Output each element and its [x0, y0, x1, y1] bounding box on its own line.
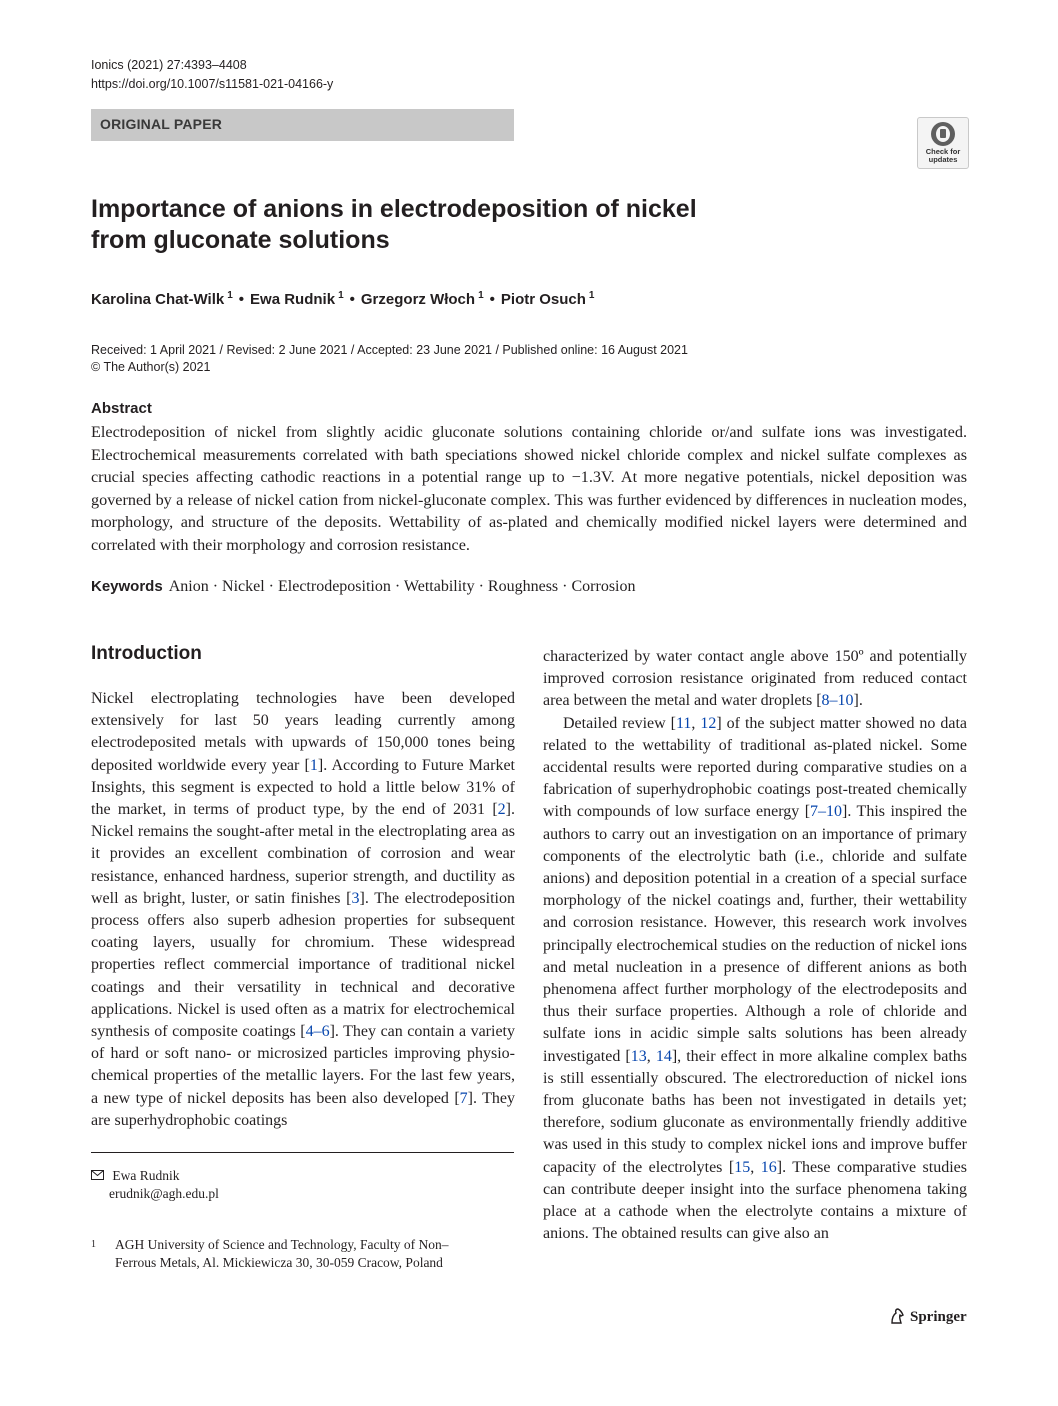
- citation-link[interactable]: 1: [309, 756, 318, 774]
- author-name[interactable]: Karolina Chat-Wilk: [91, 291, 225, 308]
- citation-link[interactable]: 3: [351, 889, 360, 907]
- author-separator: •: [489, 291, 495, 308]
- author-name[interactable]: Piotr Osuch: [500, 291, 586, 308]
- keywords: [91, 576, 635, 598]
- keywords-label: Keywords: [91, 578, 163, 595]
- journal-citation: Ionics (2021) 27:4393–4408: [91, 58, 247, 72]
- citation-link[interactable]: 4–6: [305, 1023, 330, 1041]
- abstract-heading: Abstract: [91, 400, 152, 417]
- check-for-updates-badge[interactable]: [917, 117, 969, 169]
- author-separator: •: [238, 291, 245, 308]
- affiliation-line-2: Ferrous Metals, Al. Mickiewicza 30, 30-059 Cracow, Poland: [115, 1255, 443, 1270]
- check-updates-line2: updates: [928, 155, 958, 164]
- citation-link[interactable]: 8–10: [821, 692, 854, 710]
- section-heading-introduction: Introduction: [91, 643, 202, 664]
- citation-link[interactable]: 2: [497, 801, 506, 819]
- title-line-2: from gluconate solutions: [91, 226, 390, 254]
- intro-paragraph: Nickel electroplating technologies have been developed extensively for last 50 years leading currently among electrodeposited metals with upwards of 150,000 tones being deposited worldwide every year [1]. According to Future Market Insights, this segment is expected to hold a little below 31% of the market, in terms of product type, by the end of 2031 [2]. Nickel remains the sought-after metal in the electroplating area as it provides an excellent combination of corrosion and wear resistance, enhanced hardness, superior strength, and ductility as well as bright, luster, or satin finishes [3]. The electrodeposition process offers also superb adhesion properties for subsequent coating layers, usually for chromium. These widespread properties reflect commercial importance of traditional nickel coatings and their versatility in technical and decorative applications. Nickel is used often as a matrix for electrochemical synthesis of composite coatings [4–6]. They can contain a variety of hard or soft nano- or microsized particles improving physio-chemical properties of the metallic layers. For the last few years, a new type of nickel deposits has been also developed [7]. They are superhydrophobic coatings: [91, 690, 516, 1129]
- citation-link[interactable]: 7–10: [810, 803, 843, 821]
- right-column: [543, 646, 967, 1245]
- bookmark-icon: [931, 122, 955, 146]
- intro-paragraph: characterized by water contact angle above 150º and potentially improved corrosion resistance originated from reduced contact area between the metal and water droplets [8–10].: [543, 648, 967, 710]
- author-affil: 1: [478, 290, 484, 301]
- doi-link[interactable]: https://doi.org/10.1007/s11581-021-04166-y: [91, 77, 334, 91]
- left-column: [91, 688, 515, 1132]
- footnote-divider: [91, 1152, 514, 1153]
- corresponding-author-email[interactable]: erudnik@agh.edu.pl: [109, 1186, 219, 1201]
- author-separator: •: [349, 291, 355, 308]
- publication-history: [91, 342, 688, 376]
- keywords-list: Anion · Nickel · Electrodeposition · Wettability · Roughness · Corrosion: [168, 578, 636, 595]
- paper-title: [91, 194, 731, 256]
- citation-link[interactable]: 15: [734, 1158, 751, 1176]
- publisher-logo: [888, 1307, 967, 1326]
- author-list: [91, 285, 594, 311]
- citation-link[interactable]: 13: [630, 1047, 647, 1065]
- check-updates-line1: Check for: [925, 147, 961, 156]
- author-affil: 1: [227, 290, 233, 301]
- envelope-icon: [91, 1167, 109, 1185]
- corresponding-author: [91, 1167, 219, 1203]
- publisher-name: Springer: [910, 1309, 967, 1325]
- intro-paragraph: Detailed review [11, 12] of the subject matter showed no data related to the wettability of traditional as-plated nickel. Some accidental results were reported during comparative studies on a fabrication of superhydrophobic coatings post-treated chemically with compounds of low surface energy [7–10]. This inspired the authors to carry out an investigation on an importance of primary components of the electrolytic bath (i.e., chloride and sulfate anions) and deposition potential in a creation of a special surface morphology of the nickel coatings and, further, their wettability and corrosion resistance. However, this research work involves principally electrochemical studies on the reduction of nickel ions and metal nucleation in a presence of different anions as both phenomena affect further morphology of the electrodeposits and thus their surface properties. Although a role of chloride and sulfate ions in acidic simple salts solutions has been already investigated [13, 14], their effect in more alkaline complex baths is still essentially obscured. The electroreduction of nickel ions from gluconate baths has been not investigated in details yet; therefore, sodium gluconate as environmentally friendly additive was used in this study to complex nickel ions and improve buffer capacity of the electrolytes [15, 16]. These comparative studies can contribute deeper insight into the surface phenomena taking place at a cathode when the electrolyte contains a mixture of anions. The obtained results can give also an: [543, 714, 968, 1243]
- dates-line: Received: 1 April 2021 / Revised: 2 June 2021 / Accepted: 23 June 2021 / Published online: 16 August 2021: [91, 343, 688, 357]
- citation-link[interactable]: 11: [675, 714, 692, 732]
- copyright-line: © The Author(s) 2021: [91, 360, 211, 374]
- citation-link[interactable]: 14: [655, 1047, 672, 1065]
- abstract-text: Electrodeposition of nickel from slightly acidic gluconate solutions containing chloride or/and sulfate ions was investigated. Electrochemical measurements correlated with bath speciations showed nickel chloride complex and nickel sulfate complexes as crucial species affecting cathodic reactions in a potential range up to −1.3V. At more negative potentials, nickel deposition was governed by a release of nickel cation from nickel-gluconate complex. This was further evidenced by differences in nucleation modes, morphology, and structure of the deposits. Wettability of as-plated and chemically modified nickel layers were determined and correlated with their morphology and corrosion resistance.: [91, 423, 967, 554]
- author-affil: 1: [338, 290, 344, 301]
- author-affil: 1: [588, 290, 595, 301]
- citation-link[interactable]: 16: [760, 1158, 777, 1176]
- affiliation-line-1: AGH University of Science and Technology, Faculty of Non–: [115, 1237, 449, 1252]
- citation-link[interactable]: 12: [700, 714, 717, 732]
- author-name[interactable]: Ewa Rudnik: [250, 291, 336, 308]
- article-type-banner: [91, 109, 514, 141]
- title-line-1: Importance of anions in electrodeposition of nickel: [91, 195, 697, 223]
- springer-horse-icon: [888, 1307, 906, 1325]
- article-type-label: ORIGINAL PAPER: [100, 116, 223, 132]
- citation-link[interactable]: 7: [459, 1089, 468, 1107]
- author-name[interactable]: Grzegorz Włoch: [360, 291, 476, 308]
- corresponding-author-name: Ewa Rudnik: [112, 1168, 180, 1183]
- affiliation-number: 1: [91, 1239, 96, 1250]
- affiliation: [91, 1236, 449, 1272]
